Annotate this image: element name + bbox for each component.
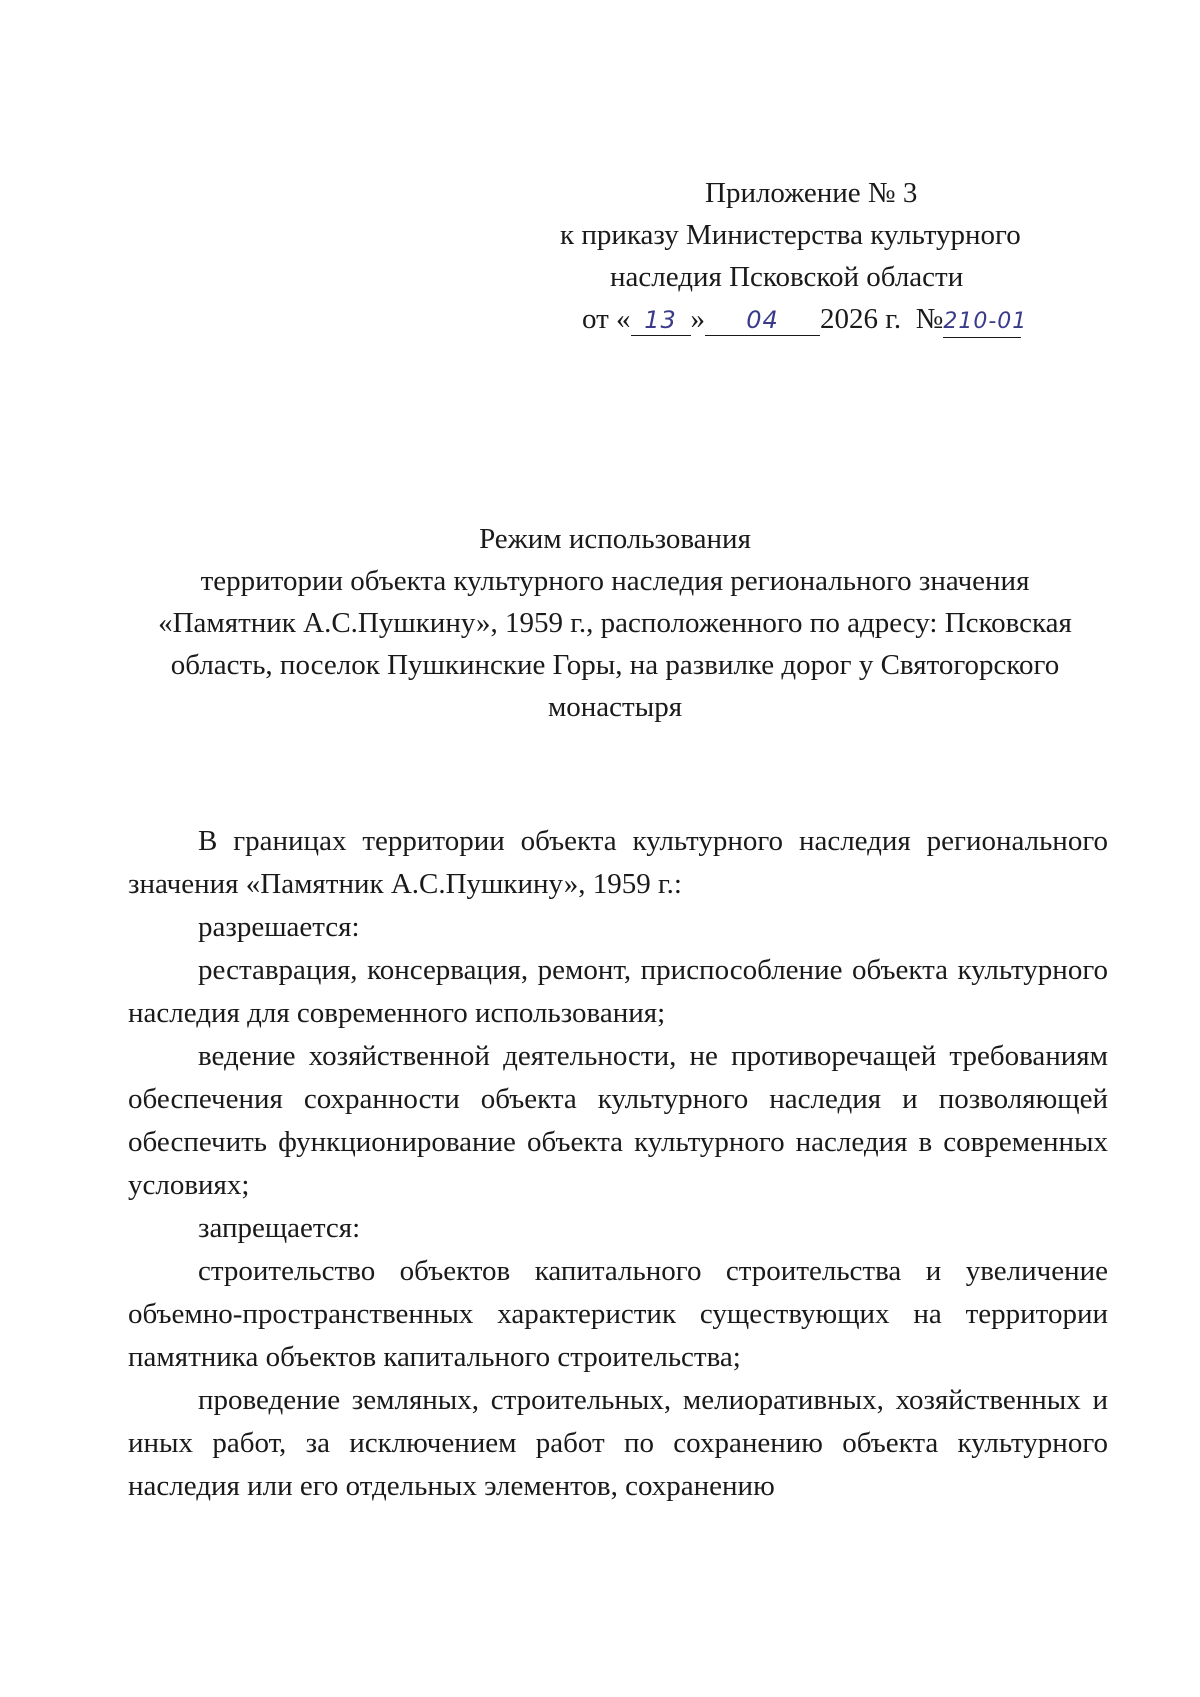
date-year: 2026 г. [820, 303, 902, 335]
appendix-date-line [560, 298, 1100, 340]
document-title [120, 518, 1110, 728]
forbidden-heading: запрещается: [198, 1212, 361, 1244]
title-line-1: Режим использования [479, 523, 751, 555]
allowed-item-2: ведение хозяйственной деятельности, не противоречащей требованиям обеспечения сохранности объекта культурного наследия и позволяющей обеспечить функционирование объекта культурного наследия в современных условиях; [128, 1040, 1108, 1201]
title-line-5: монастыря [547, 691, 683, 723]
appendix-order-reference: к приказу Министерства культурного [560, 219, 1021, 251]
intro-paragraph: В границах территории объекта культурного наследия регионального значения «Памятник А.С.Пушкину», 1959 г.: [128, 825, 1108, 900]
appendix-ministry: наследия Псковской области [610, 261, 964, 293]
document-body [128, 820, 1108, 1508]
date-month-handwritten: 04 [705, 305, 820, 336]
title-line-2: территории объекта культурного наследия регионального значения [200, 565, 1030, 597]
order-number-handwritten: 210-01 [943, 307, 1021, 338]
date-prefix: от « [582, 303, 631, 335]
number-prefix: № [915, 303, 944, 335]
appendix-number: Приложение № 3 [705, 177, 918, 209]
allowed-item-1: реставрация, консервация, ремонт, приспособление объекта культурного наследия для современного использования; [128, 954, 1108, 1029]
allowed-heading: разрешается: [198, 911, 360, 943]
date-day-handwritten: 13 [631, 305, 691, 336]
title-line-4: область, поселок Пушкинские Горы, на развилке дорог у Святогорского [170, 649, 1060, 681]
appendix-header [560, 172, 1100, 340]
date-mid: » [690, 303, 706, 335]
forbidden-item-2: проведение земляных, строительных, мелиоративных, хозяйственных и иных работ, за исключением работ по сохранению объекта культурного наследия или его отдельных элементов, сохранению [128, 1384, 1108, 1502]
forbidden-item-1: строительство объектов капитального строительства и увеличение объемно-пространственных характеристик существующих на территории памятника объектов капитального строительства; [128, 1255, 1108, 1373]
title-line-3: «Памятник А.С.Пушкину», 1959 г., расположенного по адресу: Псковская [158, 607, 1072, 639]
